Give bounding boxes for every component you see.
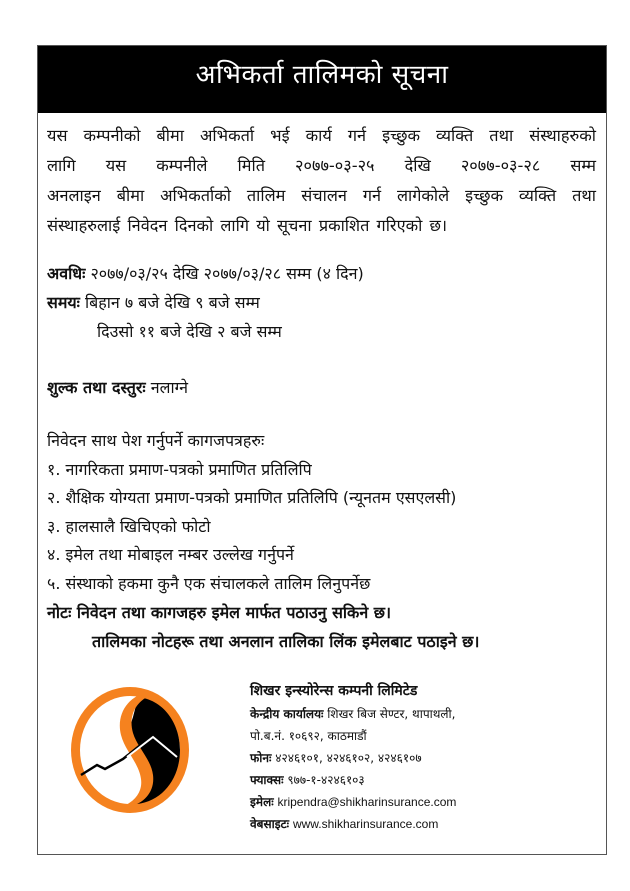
notice-box <box>37 45 607 855</box>
documents-section <box>47 427 596 656</box>
time-row-2 <box>47 317 596 346</box>
website-link[interactable]: www.shikharinsurance.com <box>292 817 439 831</box>
intro-line: अनलाइन बीमा अभिकर्ताको तालिम संचालन गर्न लागेकोले इच्छुक व्यक्ति तथा <box>47 186 596 205</box>
intro-line: संस्थाहरुलाई निवेदन दिनको लागि यो सूचना प्रकाशित गरिएको छ। <box>47 216 448 235</box>
notice-header <box>38 46 606 113</box>
office-row <box>250 703 456 725</box>
company-name: शिखर इन्स्योरेन्स कम्पनी लिमिटेड <box>250 683 418 699</box>
email-label: इमेलः <box>250 795 274 809</box>
duration-value: २०७७/०३/२५ देखि २०७७/०३/२८ सम्म (४ दिन) <box>90 264 364 283</box>
time-slot-morning: बिहान ७ बजे देखि ९ बजे सम्म <box>85 293 260 312</box>
fee-row <box>47 373 596 402</box>
documents-heading: निवेदन साथ पेश गर्नुपर्ने कागजपत्रहरुः <box>47 431 265 450</box>
note-line-1: नोटः निवेदन तथा कागजहरु इमेल मार्फत पठाउनु सकिने छ। <box>47 603 392 622</box>
document-item: ५. संस्थाको हकमा कुनै एक संचालकले तालिम लिनुपर्नेछ <box>47 573 371 593</box>
duration-label: अवधिः <box>47 264 86 283</box>
document-item: २. शैक्षिक योग्यता प्रमाण-पत्रको प्रमाणित प्रतिलिपि (न्यूनतम एसएलसी) <box>47 488 457 507</box>
duration-row <box>47 259 596 288</box>
intro-line: लागि यस कम्पनीले मिति २०७७-०३-२५ देखि २०७७-०३-२८ सम्म <box>47 156 596 175</box>
email-link[interactable]: kripendra@shikharinsurance.com <box>277 795 457 809</box>
fax-label: फ्याक्सः <box>250 773 284 787</box>
fee-label: शुल्क तथा दस्तुरः <box>47 378 146 397</box>
po-box: पो.ब.नं. १०६९२, काठमाडौं <box>250 729 367 743</box>
phone-row <box>250 747 456 769</box>
company-logo-icon <box>67 683 193 817</box>
document-item: ३. हालसालै खिचिएको फोटो <box>47 516 211 536</box>
website-label: वेबसाइटः <box>250 817 290 831</box>
fee-value: नलाग्ने <box>150 378 188 397</box>
time-label: समयः <box>47 293 80 312</box>
office-value: शिखर बिज सेण्टर, थापाथली, <box>327 707 456 721</box>
company-info <box>250 679 456 835</box>
time-row <box>47 288 596 317</box>
notice-title: अभिकर्ता तालिमको सूचना <box>195 60 449 90</box>
intro-paragraph <box>47 121 596 241</box>
document-item: ४. इमेल तथा मोबाइल नम्बर उल्लेख गर्नुपर्ने <box>47 545 294 564</box>
schedule-section <box>47 259 596 346</box>
phone-label: फोनः <box>250 751 272 765</box>
notice-body <box>38 121 606 656</box>
company-footer <box>38 671 606 831</box>
fax-row <box>250 769 456 791</box>
email-row <box>250 791 456 813</box>
office-label: केन्द्रीय कार्यालयः <box>250 707 324 721</box>
time-slot-day: दिउसो ११ बजे देखि २ बजे सम्म <box>97 322 282 341</box>
note-line-2: तालिमका नोटहरू तथा अनलान तालिका लिंक इमेलबाट पठाइने छ। <box>92 632 480 651</box>
website-row <box>250 813 456 835</box>
phone-value: ४२४६१०१, ४२४६१०२, ४२४६१०७ <box>275 751 422 765</box>
intro-line: यस कम्पनीको बीमा अभिकर्ता भई कार्य गर्न इच्छुक व्यक्ति तथा संस्थाहरुको <box>47 126 596 145</box>
fax-value: ९७७-१-४२४६१०३ <box>287 773 365 787</box>
document-item: १. नागरिकता प्रमाण-पत्रको प्रमाणित प्रतिलिपि <box>47 459 312 479</box>
